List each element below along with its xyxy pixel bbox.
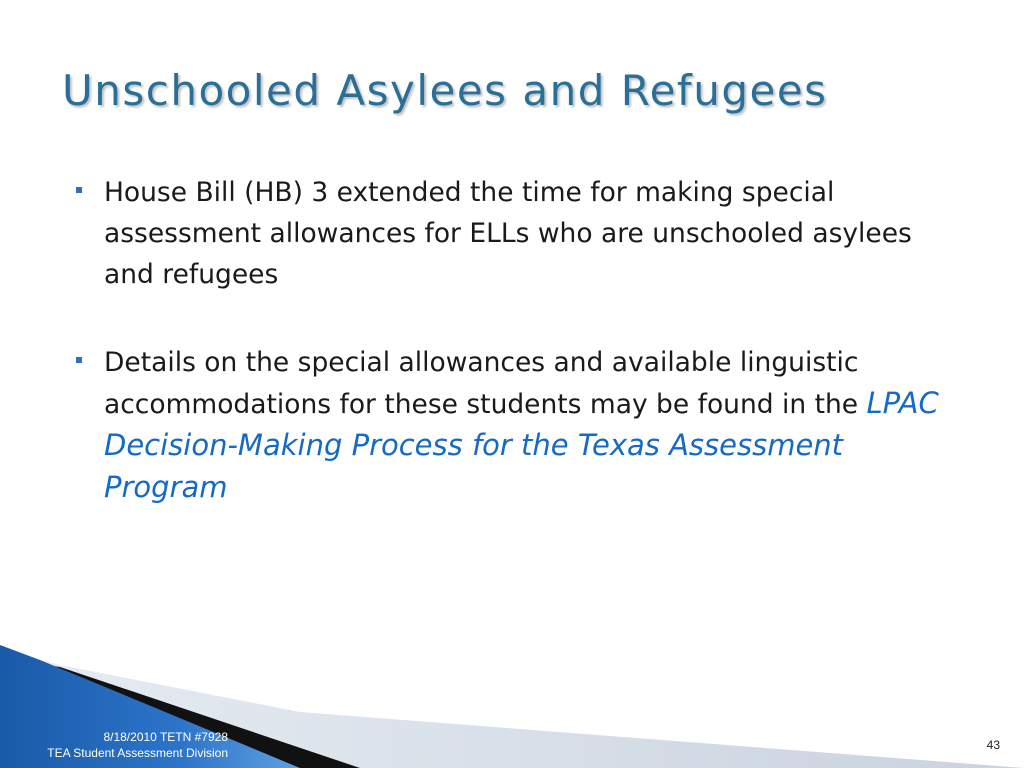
page-number: 43 xyxy=(986,738,1000,752)
footer-date-line: 8/18/2010 TETN #7928 xyxy=(103,730,228,744)
bullet-text: House Bill (HB) 3 extended the time for making special assessment allowances for ELLs who are unschooled asylees and refugees xyxy=(104,177,912,290)
footer-text xyxy=(0,729,228,761)
bullet-text: Details on the special allowances and available linguistic accommodations for these students may be found in the xyxy=(104,347,867,420)
publication-title: LPAC Decision-Making Process for the Texas Assessment Program xyxy=(104,386,939,504)
slide-title: Unschooled Asylees and Refugees xyxy=(62,66,828,115)
footer-organization: TEA Student Assessment Division xyxy=(47,746,228,760)
